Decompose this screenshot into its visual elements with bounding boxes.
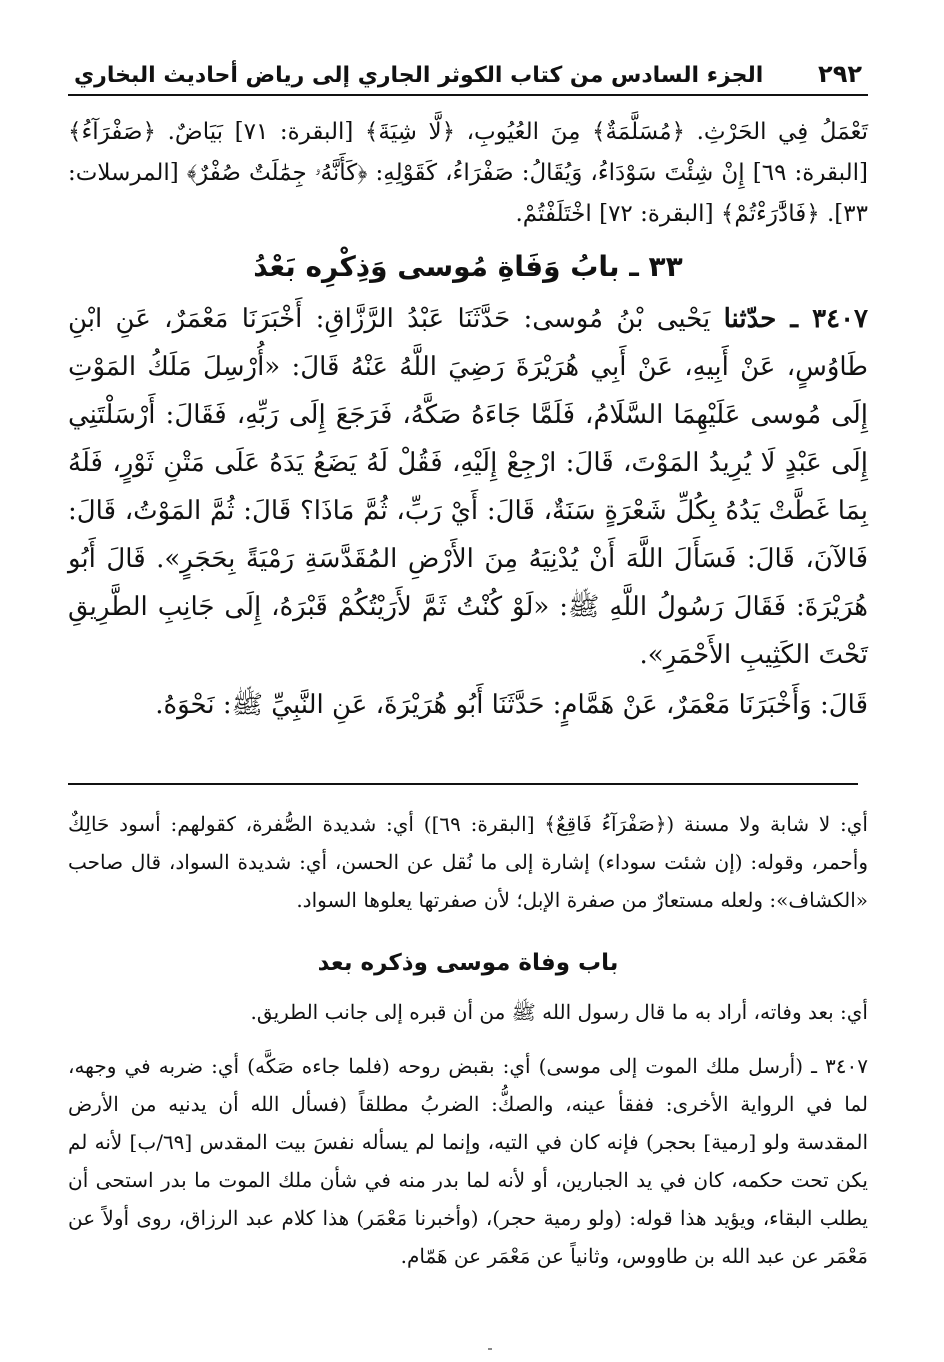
chapter-heading: ٣٣ ـ بابُ وَفَاةِ مُوسى وَذِكْرِه بَعْدُ <box>253 250 683 283</box>
commentary-paragraph-3: ٣٤٠٧ ـ (أرسل ملك الموت إلى موسى) أي: بقبض روحه (فلما جاءه صَكَّه) أي: ضربه في وجهه، لما في الرواية الأخرى: ففقأ عينه، والصكُّ: الضربُ مطلقاً (فسأل الله أن يدنيه من الأرض المقدسة ولو [رمية] بحجر) فإنه كان في التيه، وإنما لم يسأله نفسَ بيت المقدس [٦٩/ب] لأنه لم يكن تحت حكمه، كان في يد الجبارين، أو لأنه لما بدر منه في شأن ملك الموت ما بدر استحى أن يطلب البقاء، ويؤيد هذا قوله: (ولو رمية حجر)، (وأخبرنا مَعْمَر) هذا كلام عبد الرزاق، روى أولاً عن مَعْمَر عن عبد الله بن طاووس، وثانياً عن مَعْمَر عن هَمّام. <box>68 1054 869 1268</box>
commentary-heading: باب وفاة موسى وذكره بعد <box>317 950 619 976</box>
footnote-divider <box>68 783 858 785</box>
running-title: الجزء السادس من كتاب الكوثر الجاري إلى رياض أحاديث البخاري <box>74 63 764 88</box>
commentary-paragraph-1: أي: لا شابة ولا مسنة (﴿صَفْرَآءُ فَاقِعٌ﴾ [البقرة: ٦٩]) أي: شديدة الصُّفرة، كقولهم: أسود حَالِكٌ وأحمر، وقوله: (إن شئت سوداء) إشارة إلى ما نُقل عن الحسن، أي: شديدة السواد، قال صاحب «الكشاف»: ولعله مستعارٌ من صفرة الإبل؛ لأن صفرتها يعلوها السواد. <box>68 812 868 912</box>
page-number: ٢٩٢ <box>818 60 862 88</box>
hadith-number: ٣٤٠٧ ـ حدّثنا <box>723 304 868 334</box>
hadith-paragraph <box>68 295 868 679</box>
running-header <box>68 40 868 96</box>
hadith-text: يَحْيى بْنُ مُوسى: حَدَّثَنَا عَبْدُ الرَّزَّاقِ: أَخْبَرَنَا مَعْمَرٌ، عَنِ ابْنِ طَاوُسٍ، عَنْ أَبِيهِ، عَنْ أَبِي هُرَيْرَةَ رَضِيَ اللَّهُ عَنْهُ قَالَ: «أُرْسِلَ مَلَكُ المَوْتِ إِلَى مُوسى عَلَيْهِمَا السَّلَامُ، فَلَمَّا جَاءَهُ صَكَّهُ، فَرَجَعَ إِلَى رَبِّهِ، فَقَالَ: أَرْسَلْتَنِي إِلَى عَبْدٍ لَا يُرِيدُ المَوْتَ، قَالَ: ارْجِعْ إِلَيْهِ، فَقُلْ لَهُ يَضَعُ يَدَهُ عَلَى مَتْنِ ثَوْرٍ، فَلَهُ بِمَا غَطَّتْ يَدُهُ بِكُلِّ شَعْرَةٍ سَنَةٌ، قَالَ: أَيْ رَبِّ، ثُمَّ مَاذَا؟ قَالَ: ثُمَّ المَوْتُ، قَالَ: فَالآنَ، قَالَ: فَسَأَلَ اللَّهَ أَنْ يُدْنِيَهُ مِنَ الأَرْضِ المُقَدَّسَةِ رَمْيَةً بِحَجَرٍ». قَالَ أَبُو هُرَيْرَةَ: فَقَالَ رَسُولُ اللَّهِ ﷺ: «لَوْ كُنْتُ ثَمَّ لأَرَيْتُكُمْ قَبْرَهُ، إِلَى جَانِبِ الطَّرِيقِ تَحْتَ الكَثِيبِ الأَحْمَرِ». <box>68 304 868 670</box>
hadith-tail: قَالَ: وَأَخْبَرَنَا مَعْمَرٌ، عَنْ هَمَّامٍ: حَدَّثَنَا أَبُو هُرَيْرَةَ، عَنِ النَّبِيِّ ﷺ: نَحْوَهُ. <box>155 690 868 720</box>
page-mark <box>488 1348 492 1350</box>
top-paragraph: تَعْمَلُ فِي الحَرْثِ. ﴿مُسَلَّمَةٌ﴾ مِنَ العُيُوبِ، ﴿لَّا شِيَةَ﴾ [البقرة: ٧١] بَيَاضٌ. ﴿صَفْرَآءُ﴾ [البقرة: ٦٩] إِنْ شِئْتَ سَوْدَاءُ، وَيُقَالُ: صَفْرَاءُ، كَقَوْلِهِ: ﴿كَأَنَّهُۥ جِمَٰلَتٌ صُفْرٌ﴾ [المرسلات: ٣٣]. ﴿فَادَّٰرَءْتُمْ﴾ [البقرة: ٧٢] اخْتَلَفْتُمْ. <box>68 119 868 227</box>
commentary-paragraph-2: أي: بعد وفاته، أراد به ما قال رسول الله ﷺ من أن قبره إلى جانب الطريق. <box>250 1000 868 1024</box>
book-page <box>68 40 868 1275</box>
